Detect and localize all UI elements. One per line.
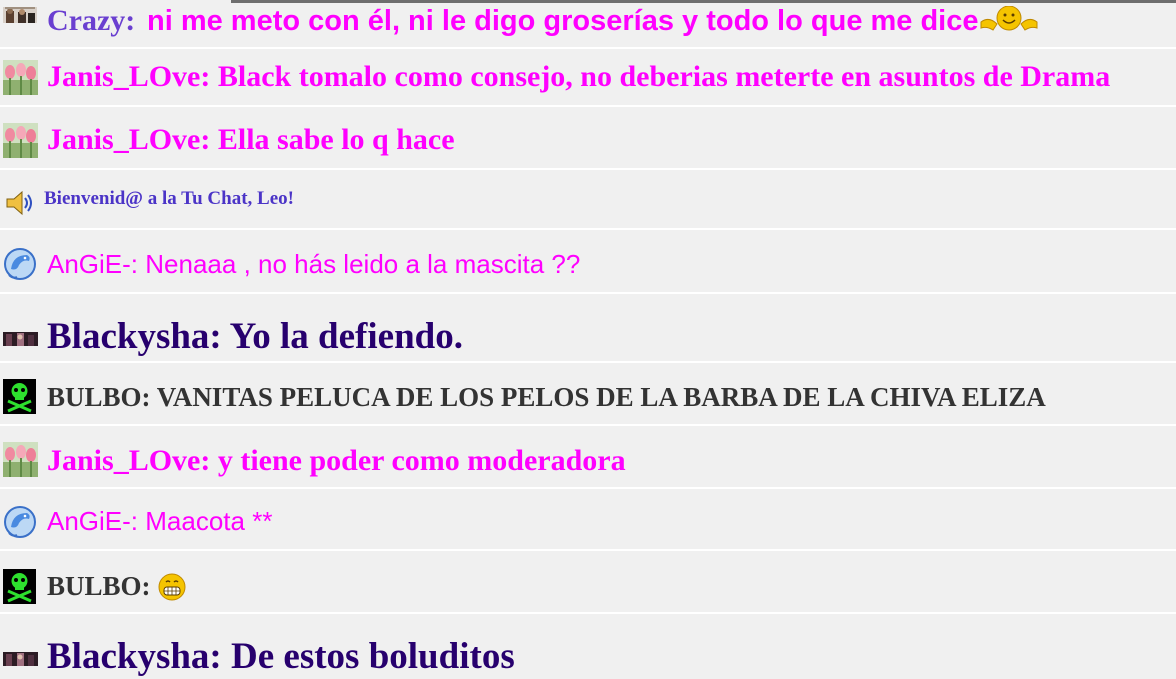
message-author: Janis_LOve: bbox=[47, 60, 211, 93]
message-line bbox=[47, 572, 187, 602]
message-text: Bienvenid@ a la Tu Chat, Leo! bbox=[44, 188, 294, 209]
dark-photo-avatar-icon[interactable] bbox=[3, 652, 38, 666]
message-author: Crazy: bbox=[47, 4, 136, 37]
message-text: Yo la defiendo. bbox=[229, 316, 463, 357]
message-line bbox=[47, 638, 515, 675]
chat-message bbox=[0, 110, 1176, 170]
skull-avatar-icon[interactable] bbox=[3, 569, 36, 604]
dolphin-avatar-icon[interactable] bbox=[3, 505, 38, 540]
message-author: AnGiE-: bbox=[47, 506, 139, 536]
chat-message bbox=[0, 429, 1176, 489]
chat-message bbox=[0, 47, 1176, 107]
grin-emoji-icon bbox=[157, 572, 187, 602]
message-line bbox=[47, 318, 463, 355]
speaker-icon bbox=[5, 188, 35, 218]
chat-message bbox=[0, 491, 1176, 551]
message-author: Blackysha: bbox=[47, 316, 222, 357]
chat-message bbox=[0, 554, 1176, 614]
chat-message bbox=[0, 623, 1176, 679]
message-author: Blackysha: bbox=[47, 636, 222, 677]
message-text: Black tomalo como consejo, no deberias meterte en asuntos de Drama bbox=[217, 60, 1111, 93]
message-text: y tiene poder como moderadora bbox=[217, 444, 626, 477]
chat-message bbox=[0, 303, 1176, 363]
system-message bbox=[0, 170, 1176, 230]
chat-message bbox=[0, 234, 1176, 294]
message-author: AnGiE-: bbox=[47, 249, 139, 279]
message-text: Maacota ** bbox=[145, 506, 273, 536]
message-line bbox=[47, 251, 580, 277]
message-author: BULBO: bbox=[47, 571, 151, 601]
message-line bbox=[47, 508, 272, 534]
message-author: Janis_LOve: bbox=[47, 444, 211, 477]
message-text: Nenaaa , no hás leido a la mascita ?? bbox=[145, 249, 581, 279]
message-text-wrap bbox=[147, 6, 1039, 36]
message-text: De estos boluditos bbox=[231, 636, 515, 677]
message-line bbox=[47, 125, 455, 155]
message-text: VANITAS PELUCA DE LOS PELOS DE LA BARBA DE LA CHIVA ELIZA bbox=[156, 382, 1046, 412]
message-line bbox=[47, 62, 1110, 92]
smiley-thumbs-icon bbox=[979, 6, 1039, 36]
message-text: ni me meto con él, ni le digo groserías y todo lo que me dice bbox=[147, 5, 979, 37]
message-text: Ella sabe lo q hace bbox=[217, 123, 455, 156]
photo-avatar-icon[interactable] bbox=[3, 7, 37, 23]
dark-photo-avatar-icon[interactable] bbox=[3, 332, 38, 346]
message-line bbox=[47, 446, 626, 476]
tulips-avatar-icon[interactable] bbox=[3, 60, 38, 95]
message-author: BULBO: bbox=[47, 382, 151, 412]
chat-message bbox=[0, 366, 1176, 426]
tulips-avatar-icon[interactable] bbox=[3, 442, 38, 477]
tulips-avatar-icon[interactable] bbox=[3, 123, 38, 158]
message-line bbox=[47, 384, 1046, 411]
message-author: Janis_LOve: bbox=[47, 123, 211, 156]
chat-message bbox=[0, 0, 1176, 49]
skull-avatar-icon[interactable] bbox=[3, 379, 36, 414]
dolphin-avatar-icon[interactable] bbox=[3, 247, 38, 282]
